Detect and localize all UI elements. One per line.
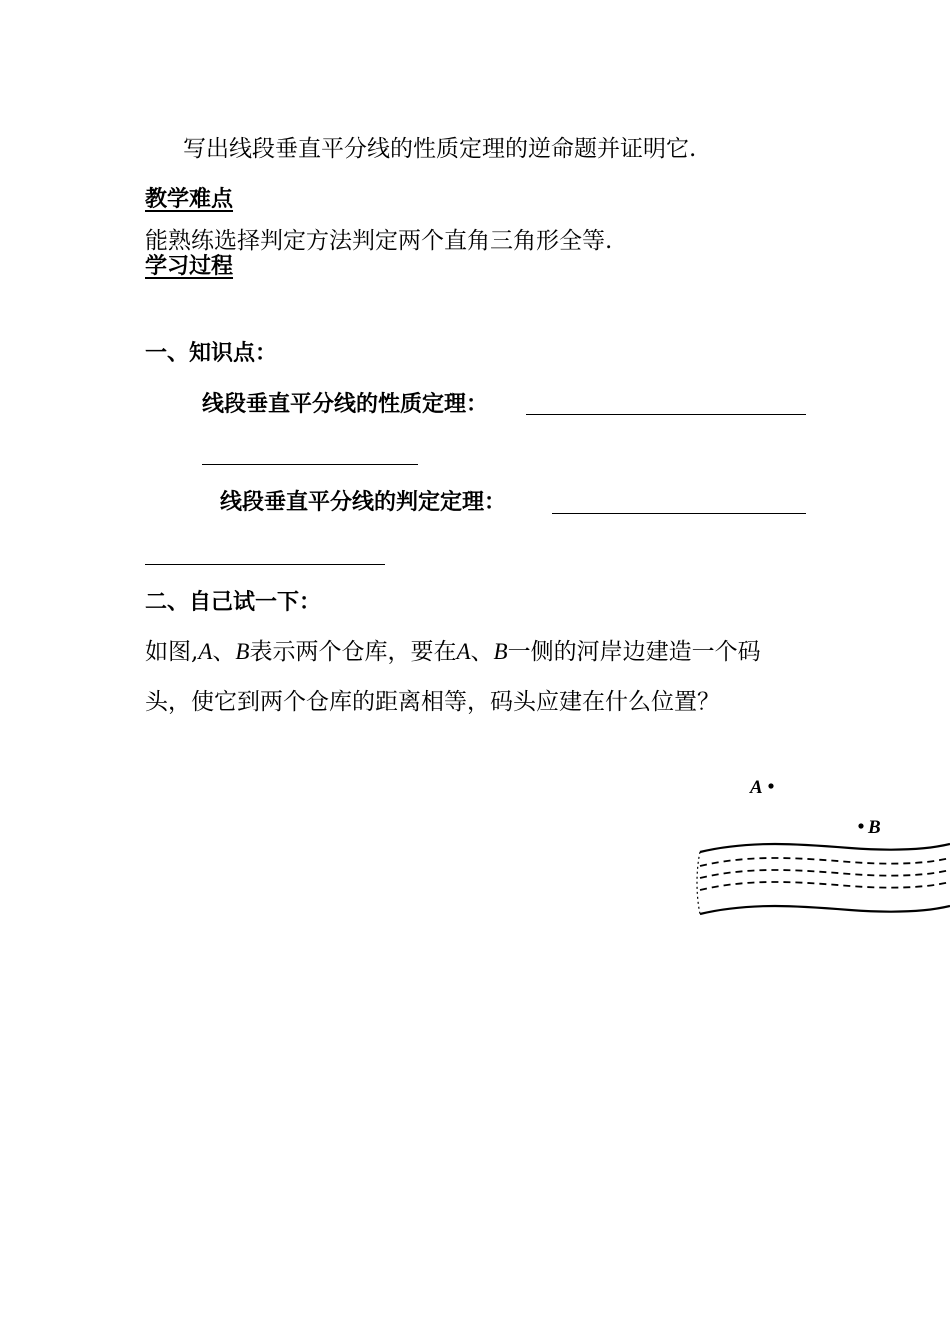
section2-title: 二、自己试一下： [145,590,322,615]
point-b-dot [858,823,863,828]
problem-line-2: 头，使它到两个仓库的距离相等，码头应建在什么位置？ [145,689,720,715]
property-answer-blank-2[interactable] [202,464,418,465]
riverbank-bottom [700,906,950,914]
difficulty-heading: 教学难点 [145,187,234,212]
judgement-answer-blank-2[interactable] [145,564,385,565]
point-a-label: A [750,777,763,798]
section1-title: 一、知识点： [145,341,278,366]
point-a-ref: A [456,639,471,664]
difficulty-text: 能熟练选择判定方法判定两个直角三角形全等. [145,228,613,254]
river-figure [690,760,950,930]
judgement-theorem-label: 线段垂直平分线的判定定理： [220,490,507,515]
river-dash-1 [700,858,950,866]
task-line: 写出线段垂直平分线的性质定理的逆命题并证明它. [183,136,697,162]
point-a-dot [768,783,773,788]
point-b-ref: B [235,639,250,664]
process-heading: 学习过程 [145,254,234,279]
point-b-ref: B [493,639,508,664]
riverbank-top [700,844,950,852]
river-dash-3 [700,882,950,890]
point-b-label: B [868,817,881,838]
judgement-answer-blank-1[interactable] [552,513,806,514]
river-edge-left [697,852,700,914]
problem-text: 表示两个仓库，要在 [249,639,457,665]
separator: 、 [212,639,236,665]
point-a-ref: A [198,639,213,664]
problem-text: 如图, [145,639,199,665]
property-answer-blank-1[interactable] [526,414,806,415]
property-theorem-label: 线段垂直平分线的性质定理： [202,392,489,417]
separator: 、 [470,639,494,665]
problem-text: 一侧的河岸边建造一个码 [507,639,761,665]
river-dash-2 [700,870,950,878]
problem-line-1 [145,637,761,667]
